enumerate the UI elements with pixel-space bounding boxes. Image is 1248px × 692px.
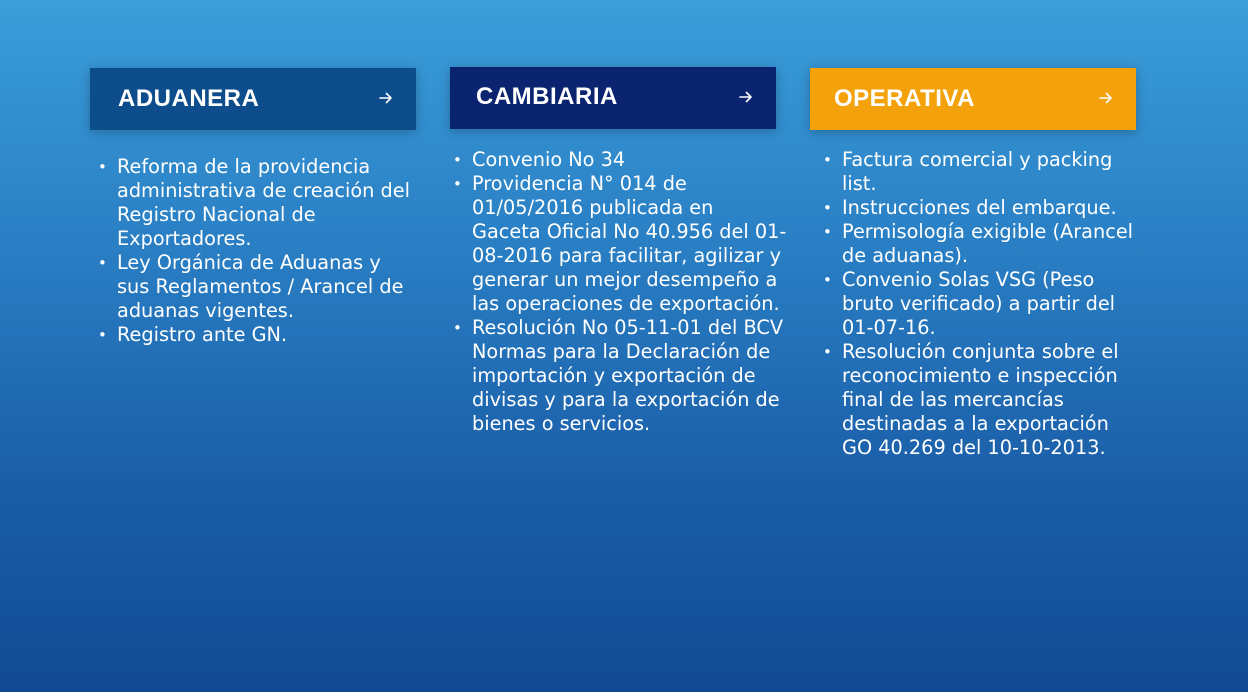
arrow-right-icon [378,90,394,106]
list-item: • Registro ante GN. [98,323,288,346]
bullet-icon: • [823,199,832,217]
list-item: • Convenio Solas VSG (Peso bruto verificado) a partir del 01-07-16. [823,268,1116,339]
list-item: • Providencia N° 014 de 01/05/2016 publicada en Gaceta Oficial No 40.956 del 01-08-2016 para facilitar, agilizar y generar un mejor desempeño a las operaciones de exportación. [453,172,787,315]
bullet-icon: • [453,175,462,193]
list-item: • Resolución No 05-11-01 del BCV Normas para la Declaración de importación y exportación de divisas y para la exportación de bienes o servicios. [453,316,784,435]
list-aduanera [98,155,417,347]
arrow-right-icon [1098,90,1114,106]
bullet-icon: • [453,151,462,169]
list-item: • Factura comercial y packing list. [823,148,1113,195]
list-item: • Permisología exigible (Arancel de aduanas). [823,220,1134,267]
list-item: • Reforma de la providencia administrativa de creación del Registro Nacional de Exportadores. [98,155,410,250]
bullet-icon: • [823,343,832,361]
tab-aduanera[interactable] [90,68,416,130]
bullet-icon: • [98,158,107,176]
bullet-icon: • [98,254,107,272]
list-item: • Instrucciones del embarque. [823,196,1117,219]
list-cambiaria [453,148,787,436]
tab-title: CAMBIARIA [476,83,618,110]
bullet-icon: • [823,151,832,169]
list-operativa [823,148,1142,460]
list-item: • Ley Orgánica de Aduanas y sus Reglamentos / Arancel de aduanas vigentes. [98,251,404,322]
tab-operativa[interactable] [810,68,1136,130]
list-item: • Convenio No 34 [453,148,626,171]
bullet-icon: • [823,223,832,241]
arrow-right-icon [738,89,754,105]
bullet-icon: • [98,326,107,344]
bullet-icon: • [453,319,462,337]
tab-title: ADUANERA [118,85,260,112]
bullet-icon: • [823,271,832,289]
tab-cambiaria[interactable] [450,67,776,129]
list-item: • Resolución conjunta sobre el reconocimiento e inspección final de las mercancías destinadas a la exportación GO 40.269 del 10-10-2013. [823,340,1119,459]
tab-title: OPERATIVA [834,85,975,112]
